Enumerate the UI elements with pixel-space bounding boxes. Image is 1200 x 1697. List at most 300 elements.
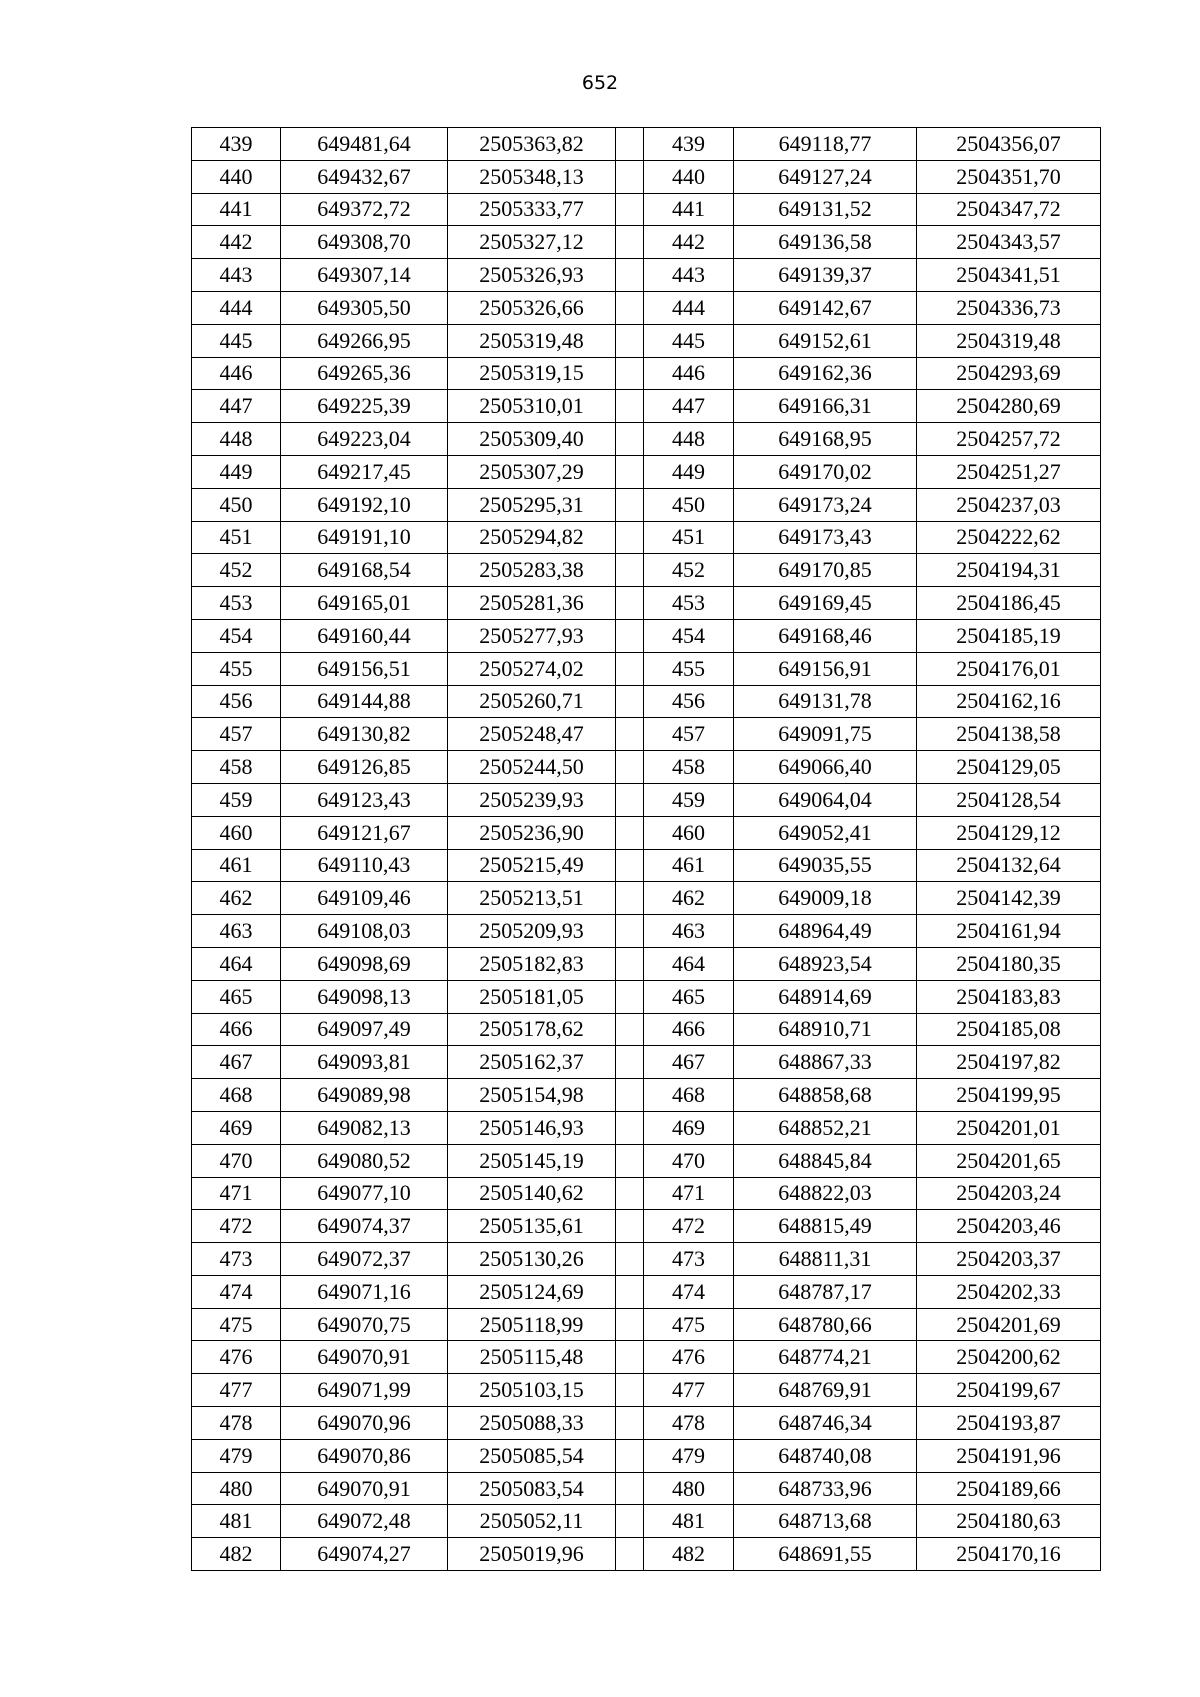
table-row	[192, 455, 1101, 488]
y-coordinate-left: 2505088,33	[448, 1407, 616, 1440]
x-coordinate-right: 649168,46	[734, 619, 917, 652]
point-number-right: 450	[644, 488, 734, 521]
x-coordinate-left: 649070,91	[281, 1341, 448, 1374]
y-coordinate-left: 2505244,50	[448, 751, 616, 784]
y-coordinate-left: 2505326,93	[448, 259, 616, 292]
y-coordinate-right: 2504185,08	[917, 1013, 1101, 1046]
point-number-right: 443	[644, 259, 734, 292]
y-coordinate-left: 2505326,66	[448, 291, 616, 324]
y-coordinate-left: 2505248,47	[448, 718, 616, 751]
y-coordinate-right: 2504351,70	[917, 160, 1101, 193]
table-row	[192, 1308, 1101, 1341]
point-number-right: 445	[644, 324, 734, 357]
x-coordinate-right: 648815,49	[734, 1210, 917, 1243]
x-coordinate-right: 648691,55	[734, 1538, 917, 1571]
x-coordinate-left: 649156,51	[281, 652, 448, 685]
table-row	[192, 1243, 1101, 1276]
point-number-left: 443	[192, 259, 281, 292]
spacer-cell	[616, 1177, 644, 1210]
table-row	[192, 160, 1101, 193]
x-coordinate-right: 649127,24	[734, 160, 917, 193]
spacer-cell	[616, 1079, 644, 1112]
point-number-right: 442	[644, 226, 734, 259]
y-coordinate-left: 2505182,83	[448, 947, 616, 980]
point-number-right: 452	[644, 554, 734, 587]
y-coordinate-left: 2505333,77	[448, 193, 616, 226]
y-coordinate-right: 2504237,03	[917, 488, 1101, 521]
point-number-left: 450	[192, 488, 281, 521]
coordinates-table-body	[192, 128, 1101, 1571]
y-coordinate-left: 2505310,01	[448, 390, 616, 423]
spacer-cell	[616, 291, 644, 324]
point-number-left: 469	[192, 1111, 281, 1144]
point-number-left: 442	[192, 226, 281, 259]
point-number-left: 448	[192, 423, 281, 456]
table-row	[192, 1439, 1101, 1472]
y-coordinate-right: 2504203,37	[917, 1243, 1101, 1276]
point-number-right: 466	[644, 1013, 734, 1046]
point-number-left: 470	[192, 1144, 281, 1177]
x-coordinate-left: 649123,43	[281, 783, 448, 816]
y-coordinate-left: 2505130,26	[448, 1243, 616, 1276]
point-number-right: 451	[644, 521, 734, 554]
y-coordinate-left: 2505319,48	[448, 324, 616, 357]
y-coordinate-right: 2504202,33	[917, 1275, 1101, 1308]
y-coordinate-right: 2504128,54	[917, 783, 1101, 816]
y-coordinate-right: 2504176,01	[917, 652, 1101, 685]
x-coordinate-right: 648733,96	[734, 1472, 917, 1505]
y-coordinate-left: 2505309,40	[448, 423, 616, 456]
spacer-cell	[616, 652, 644, 685]
y-coordinate-left: 2505162,37	[448, 1046, 616, 1079]
y-coordinate-left: 2505295,31	[448, 488, 616, 521]
point-number-right: 469	[644, 1111, 734, 1144]
x-coordinate-right: 648769,91	[734, 1374, 917, 1407]
table-row	[192, 685, 1101, 718]
spacer-cell	[616, 554, 644, 587]
point-number-right: 446	[644, 357, 734, 390]
x-coordinate-right: 648867,33	[734, 1046, 917, 1079]
table-row	[192, 751, 1101, 784]
y-coordinate-left: 2505052,11	[448, 1505, 616, 1538]
spacer-cell	[616, 980, 644, 1013]
point-number-right: 461	[644, 849, 734, 882]
spacer-cell	[616, 1472, 644, 1505]
spacer-cell	[616, 587, 644, 620]
spacer-cell	[616, 193, 644, 226]
table-row	[192, 718, 1101, 751]
spacer-cell	[616, 1538, 644, 1571]
table-row	[192, 915, 1101, 948]
y-coordinate-left: 2505260,71	[448, 685, 616, 718]
point-number-left: 446	[192, 357, 281, 390]
table-row	[192, 652, 1101, 685]
x-coordinate-left: 649071,16	[281, 1275, 448, 1308]
y-coordinate-right: 2504185,19	[917, 619, 1101, 652]
spacer-cell	[616, 390, 644, 423]
spacer-cell	[616, 1046, 644, 1079]
y-coordinate-right: 2504200,62	[917, 1341, 1101, 1374]
x-coordinate-left: 649070,75	[281, 1308, 448, 1341]
x-coordinate-left: 649160,44	[281, 619, 448, 652]
table-row	[192, 980, 1101, 1013]
table-row	[192, 128, 1101, 161]
point-number-left: 452	[192, 554, 281, 587]
spacer-cell	[616, 783, 644, 816]
point-number-right: 463	[644, 915, 734, 948]
spacer-cell	[616, 488, 644, 521]
x-coordinate-left: 649168,54	[281, 554, 448, 587]
point-number-left: 439	[192, 128, 281, 161]
x-coordinate-right: 649142,67	[734, 291, 917, 324]
table-row	[192, 947, 1101, 980]
point-number-left: 441	[192, 193, 281, 226]
point-number-right: 447	[644, 390, 734, 423]
point-number-right: 465	[644, 980, 734, 1013]
y-coordinate-left: 2505277,93	[448, 619, 616, 652]
spacer-cell	[616, 1407, 644, 1440]
y-coordinate-left: 2505146,93	[448, 1111, 616, 1144]
spacer-cell	[616, 324, 644, 357]
spacer-cell	[616, 1308, 644, 1341]
point-number-right: 473	[644, 1243, 734, 1276]
point-number-left: 471	[192, 1177, 281, 1210]
x-coordinate-left: 649110,43	[281, 849, 448, 882]
point-number-right: 481	[644, 1505, 734, 1538]
point-number-right: 470	[644, 1144, 734, 1177]
x-coordinate-left: 649223,04	[281, 423, 448, 456]
x-coordinate-right: 649118,77	[734, 128, 917, 161]
x-coordinate-right: 648740,08	[734, 1439, 917, 1472]
table-row	[192, 1177, 1101, 1210]
y-coordinate-left: 2505274,02	[448, 652, 616, 685]
spacer-cell	[616, 1243, 644, 1276]
x-coordinate-left: 649265,36	[281, 357, 448, 390]
x-coordinate-right: 649166,31	[734, 390, 917, 423]
y-coordinate-left: 2505140,62	[448, 1177, 616, 1210]
table-row	[192, 1013, 1101, 1046]
point-number-left: 444	[192, 291, 281, 324]
y-coordinate-right: 2504201,69	[917, 1308, 1101, 1341]
y-coordinate-right: 2504161,94	[917, 915, 1101, 948]
y-coordinate-right: 2504162,16	[917, 685, 1101, 718]
coordinates-table	[191, 127, 1101, 1571]
point-number-left: 465	[192, 980, 281, 1013]
point-number-right: 478	[644, 1407, 734, 1440]
y-coordinate-right: 2504280,69	[917, 390, 1101, 423]
spacer-cell	[616, 1111, 644, 1144]
point-number-right: 479	[644, 1439, 734, 1472]
y-coordinate-left: 2505118,99	[448, 1308, 616, 1341]
x-coordinate-left: 649089,98	[281, 1079, 448, 1112]
y-coordinate-left: 2505135,61	[448, 1210, 616, 1243]
point-number-left: 481	[192, 1505, 281, 1538]
table-row	[192, 1538, 1101, 1571]
point-number-right: 471	[644, 1177, 734, 1210]
point-number-left: 451	[192, 521, 281, 554]
point-number-right: 453	[644, 587, 734, 620]
y-coordinate-right: 2504293,69	[917, 357, 1101, 390]
point-number-left: 445	[192, 324, 281, 357]
point-number-left: 480	[192, 1472, 281, 1505]
point-number-right: 441	[644, 193, 734, 226]
y-coordinate-right: 2504138,58	[917, 718, 1101, 751]
spacer-cell	[616, 160, 644, 193]
x-coordinate-right: 649131,52	[734, 193, 917, 226]
spacer-cell	[616, 718, 644, 751]
y-coordinate-left: 2505181,05	[448, 980, 616, 1013]
point-number-right: 480	[644, 1472, 734, 1505]
spacer-cell	[616, 423, 644, 456]
point-number-left: 453	[192, 587, 281, 620]
table-row	[192, 1505, 1101, 1538]
x-coordinate-left: 649074,27	[281, 1538, 448, 1571]
y-coordinate-right: 2504203,46	[917, 1210, 1101, 1243]
y-coordinate-left: 2505327,12	[448, 226, 616, 259]
spacer-cell	[616, 521, 644, 554]
y-coordinate-left: 2505115,48	[448, 1341, 616, 1374]
point-number-left: 477	[192, 1374, 281, 1407]
x-coordinate-left: 649082,13	[281, 1111, 448, 1144]
x-coordinate-left: 649192,10	[281, 488, 448, 521]
spacer-cell	[616, 1341, 644, 1374]
x-coordinate-right: 648822,03	[734, 1177, 917, 1210]
point-number-right: 448	[644, 423, 734, 456]
y-coordinate-right: 2504189,66	[917, 1472, 1101, 1505]
y-coordinate-right: 2504343,57	[917, 226, 1101, 259]
point-number-right: 475	[644, 1308, 734, 1341]
y-coordinate-right: 2504201,65	[917, 1144, 1101, 1177]
x-coordinate-right: 649131,78	[734, 685, 917, 718]
y-coordinate-right: 2504129,12	[917, 816, 1101, 849]
point-number-right: 455	[644, 652, 734, 685]
x-coordinate-left: 649121,67	[281, 816, 448, 849]
y-coordinate-right: 2504132,64	[917, 849, 1101, 882]
point-number-left: 447	[192, 390, 281, 423]
y-coordinate-left: 2505103,15	[448, 1374, 616, 1407]
spacer-cell	[616, 259, 644, 292]
spacer-cell	[616, 947, 644, 980]
x-coordinate-right: 648910,71	[734, 1013, 917, 1046]
x-coordinate-right: 648923,54	[734, 947, 917, 980]
x-coordinate-right: 649170,02	[734, 455, 917, 488]
point-number-left: 461	[192, 849, 281, 882]
point-number-right: 474	[644, 1275, 734, 1308]
point-number-left: 474	[192, 1275, 281, 1308]
y-coordinate-right: 2504194,31	[917, 554, 1101, 587]
y-coordinate-left: 2505178,62	[448, 1013, 616, 1046]
spacer-cell	[616, 226, 644, 259]
point-number-right: 482	[644, 1538, 734, 1571]
table-row	[192, 1046, 1101, 1079]
y-coordinate-left: 2505145,19	[448, 1144, 616, 1177]
x-coordinate-left: 649305,50	[281, 291, 448, 324]
point-number-right: 468	[644, 1079, 734, 1112]
x-coordinate-left: 649072,48	[281, 1505, 448, 1538]
point-number-right: 460	[644, 816, 734, 849]
x-coordinate-left: 649097,49	[281, 1013, 448, 1046]
table-row	[192, 488, 1101, 521]
y-coordinate-right: 2504199,95	[917, 1079, 1101, 1112]
spacer-cell	[616, 128, 644, 161]
table-row	[192, 619, 1101, 652]
y-coordinate-right: 2504197,82	[917, 1046, 1101, 1079]
point-number-left: 472	[192, 1210, 281, 1243]
point-number-right: 440	[644, 160, 734, 193]
y-coordinate-right: 2504193,87	[917, 1407, 1101, 1440]
table-row	[192, 259, 1101, 292]
point-number-left: 475	[192, 1308, 281, 1341]
x-coordinate-right: 648811,31	[734, 1243, 917, 1276]
y-coordinate-left: 2505124,69	[448, 1275, 616, 1308]
x-coordinate-right: 649091,75	[734, 718, 917, 751]
x-coordinate-right: 648914,69	[734, 980, 917, 1013]
spacer-cell	[616, 1374, 644, 1407]
y-coordinate-right: 2504341,51	[917, 259, 1101, 292]
x-coordinate-right: 649170,85	[734, 554, 917, 587]
x-coordinate-left: 649072,37	[281, 1243, 448, 1276]
point-number-left: 456	[192, 685, 281, 718]
table-row	[192, 357, 1101, 390]
point-number-left: 479	[192, 1439, 281, 1472]
x-coordinate-left: 649217,45	[281, 455, 448, 488]
table-row	[192, 291, 1101, 324]
point-number-right: 457	[644, 718, 734, 751]
spacer-cell	[616, 357, 644, 390]
point-number-left: 468	[192, 1079, 281, 1112]
table-row	[192, 1144, 1101, 1177]
y-coordinate-left: 2505154,98	[448, 1079, 616, 1112]
y-coordinate-left: 2505236,90	[448, 816, 616, 849]
x-coordinate-left: 649308,70	[281, 226, 448, 259]
y-coordinate-right: 2504347,72	[917, 193, 1101, 226]
point-number-right: 456	[644, 685, 734, 718]
y-coordinate-right: 2504180,63	[917, 1505, 1101, 1538]
point-number-right: 477	[644, 1374, 734, 1407]
y-coordinate-left: 2505307,29	[448, 455, 616, 488]
x-coordinate-left: 649307,14	[281, 259, 448, 292]
x-coordinate-right: 649173,24	[734, 488, 917, 521]
table-row	[192, 1374, 1101, 1407]
point-number-left: 463	[192, 915, 281, 948]
spacer-cell	[616, 816, 644, 849]
y-coordinate-right: 2504336,73	[917, 291, 1101, 324]
spacer-cell	[616, 882, 644, 915]
x-coordinate-left: 649080,52	[281, 1144, 448, 1177]
x-coordinate-right: 648746,34	[734, 1407, 917, 1440]
table-row	[192, 1079, 1101, 1112]
x-coordinate-left: 649070,96	[281, 1407, 448, 1440]
x-coordinate-right: 648780,66	[734, 1308, 917, 1341]
table-row	[192, 226, 1101, 259]
x-coordinate-right: 649152,61	[734, 324, 917, 357]
spacer-cell	[616, 455, 644, 488]
spacer-cell	[616, 619, 644, 652]
table-row	[192, 1407, 1101, 1440]
point-number-left: 464	[192, 947, 281, 980]
point-number-left: 459	[192, 783, 281, 816]
point-number-left: 440	[192, 160, 281, 193]
x-coordinate-left: 649372,72	[281, 193, 448, 226]
y-coordinate-right: 2504180,35	[917, 947, 1101, 980]
y-coordinate-left: 2505319,15	[448, 357, 616, 390]
point-number-left: 458	[192, 751, 281, 784]
point-number-left: 462	[192, 882, 281, 915]
y-coordinate-right: 2504222,62	[917, 521, 1101, 554]
y-coordinate-right: 2504356,07	[917, 128, 1101, 161]
table-row	[192, 587, 1101, 620]
x-coordinate-right: 648713,68	[734, 1505, 917, 1538]
table-row	[192, 1111, 1101, 1144]
x-coordinate-right: 649066,40	[734, 751, 917, 784]
x-coordinate-left: 649108,03	[281, 915, 448, 948]
point-number-left: 449	[192, 455, 281, 488]
point-number-right: 454	[644, 619, 734, 652]
x-coordinate-left: 649432,67	[281, 160, 448, 193]
point-number-right: 459	[644, 783, 734, 816]
point-number-left: 454	[192, 619, 281, 652]
spacer-cell	[616, 849, 644, 882]
x-coordinate-right: 649162,36	[734, 357, 917, 390]
x-coordinate-right: 649173,43	[734, 521, 917, 554]
point-number-right: 439	[644, 128, 734, 161]
y-coordinate-left: 2505085,54	[448, 1439, 616, 1472]
x-coordinate-left: 649098,69	[281, 947, 448, 980]
x-coordinate-right: 648787,17	[734, 1275, 917, 1308]
x-coordinate-right: 648774,21	[734, 1341, 917, 1374]
x-coordinate-left: 649481,64	[281, 128, 448, 161]
x-coordinate-right: 649064,04	[734, 783, 917, 816]
x-coordinate-left: 649093,81	[281, 1046, 448, 1079]
x-coordinate-right: 649052,41	[734, 816, 917, 849]
table-row	[192, 1341, 1101, 1374]
point-number-left: 476	[192, 1341, 281, 1374]
y-coordinate-left: 2505239,93	[448, 783, 616, 816]
table-row	[192, 521, 1101, 554]
spacer-cell	[616, 1505, 644, 1538]
x-coordinate-right: 649168,95	[734, 423, 917, 456]
x-coordinate-right: 648858,68	[734, 1079, 917, 1112]
x-coordinate-left: 649266,95	[281, 324, 448, 357]
y-coordinate-right: 2504199,67	[917, 1374, 1101, 1407]
x-coordinate-left: 649070,91	[281, 1472, 448, 1505]
x-coordinate-right: 648852,21	[734, 1111, 917, 1144]
y-coordinate-right: 2504183,83	[917, 980, 1101, 1013]
x-coordinate-right: 648845,84	[734, 1144, 917, 1177]
x-coordinate-left: 649225,39	[281, 390, 448, 423]
y-coordinate-left: 2505281,36	[448, 587, 616, 620]
x-coordinate-left: 649098,13	[281, 980, 448, 1013]
y-coordinate-left: 2505083,54	[448, 1472, 616, 1505]
table-row	[192, 554, 1101, 587]
x-coordinate-left: 649109,46	[281, 882, 448, 915]
y-coordinate-left: 2505215,49	[448, 849, 616, 882]
table-row	[192, 882, 1101, 915]
table-row	[192, 1472, 1101, 1505]
x-coordinate-right: 649035,55	[734, 849, 917, 882]
point-number-right: 449	[644, 455, 734, 488]
x-coordinate-left: 649191,10	[281, 521, 448, 554]
y-coordinate-right: 2504186,45	[917, 587, 1101, 620]
x-coordinate-right: 649136,58	[734, 226, 917, 259]
x-coordinate-left: 649074,37	[281, 1210, 448, 1243]
y-coordinate-left: 2505294,82	[448, 521, 616, 554]
point-number-left: 467	[192, 1046, 281, 1079]
table-row	[192, 816, 1101, 849]
x-coordinate-left: 649130,82	[281, 718, 448, 751]
page-number: 652	[581, 72, 619, 94]
y-coordinate-left: 2505209,93	[448, 915, 616, 948]
